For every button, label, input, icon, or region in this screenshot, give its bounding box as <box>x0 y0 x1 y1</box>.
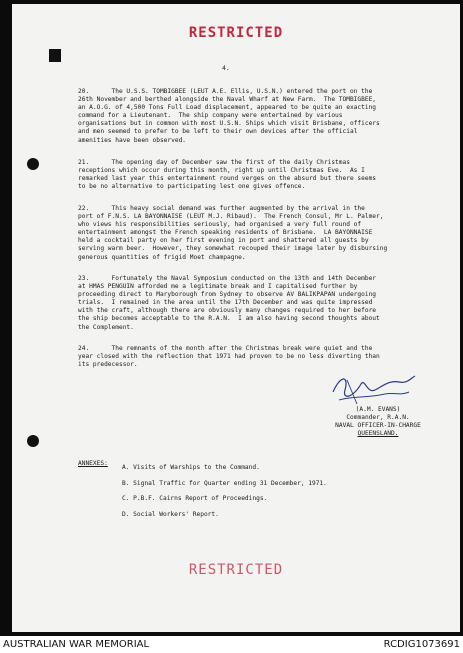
punch-hole-lower <box>27 435 39 447</box>
annexes-list <box>122 460 442 522</box>
restricted-stamp-bottom: RESTRICTED <box>188 562 284 578</box>
footer-institution: AUSTRALIAN WAR MEMORIAL <box>3 639 150 650</box>
paragraph-21: 21. The opening day of December saw the first of the daily Christmas receptions which occur during this month, right up until Christmas Eve. As I remarked last year this entertainment round verges on the absurd but there seems to be no alternative to participating lest one gives offence. <box>78 159 377 191</box>
signatory-title: NAVAL OFFICER-IN-CHARGE <box>335 422 421 430</box>
signature-block <box>308 406 448 438</box>
punch-hole-upper <box>27 158 39 170</box>
paragraph-22: 22. This heavy social demand was further augmented by the arrival in the port of F.N.S. LA BAYONNAISE (LEUT M.J. Ribaud). The French Consul, Mr L. Palmer, who views his responsibilities seriously, had organised a very full round of entertainment amongst the French speaking residents of Brisbane. LA BAYONNAISE held a cocktail party on her first evening in port and shattered all guests by serving warm beer. However, they somewhat recouped their image later by disbursing generous quantities of frigid Moet champagne. <box>78 205 388 261</box>
annexes-label: ANNEXES: <box>78 460 108 467</box>
signatory-rank: Commander, R.A.N. <box>346 414 410 422</box>
handwritten-signature <box>327 370 417 410</box>
paragraph-24: 24. The remnants of the month after the Christmas break were quiet and the year closed with the reflection that 1971 had proven to be no less diverting than its predecessor. <box>78 345 380 369</box>
annex-item: A. Visits of Warships to the Command. <box>122 464 260 471</box>
document-page <box>12 4 460 632</box>
tab-marker <box>49 49 61 62</box>
signatory-name: (A.M. EVANS) <box>355 406 401 413</box>
annex-item: B. Signal Traffic for Quarter ending 31 December, 1971. <box>122 479 327 487</box>
annex-item: C. P.B.F. Cairns Report of Proceedings. <box>122 495 268 502</box>
archive-footer <box>0 636 463 653</box>
page-number: 4. <box>222 64 230 72</box>
signatory-location: QUEENSLAND. <box>357 430 399 438</box>
annex-item: D. Social Workers' Report. <box>122 510 219 518</box>
paragraph-20: 20. The U.S.S. TOMBIGBEE (LEUT A.E. Ellis, U.S.N.) entered the port on the 26th November and berthed alongside the Naval Wharf at New Farm. The TOMBIGBEE, an A.O.G. of 4,500 Tons Full Load displacement, appeared to be quite an exacting command for a Lieutenant. The ship company were entertained by various organisations but in common with most U.S.N. Ships which visit Brisbane, officers and men seemed to prefer to be left to their own devices after the official amenities have been observed. <box>78 88 380 144</box>
footer-record-id: RCDIG1073691 <box>383 639 460 650</box>
restricted-stamp-top: RESTRICTED <box>188 25 284 41</box>
paragraph-23: 23. Fortunately the Naval Symposium conducted on the 13th and 14th December at HMAS PENGUIN afforded me a legitimate break and I capitalised further by proceeding direct to Maryborough from Sydney to observe AV BALIKPAPAN undergoing trials. I remained in the area until the 17th December and was quite impressed with the craft, although there are obviously many changes required to her before the ship becomes acceptable to the R.A.N. I am also having second thoughts about the Complement. <box>78 275 380 331</box>
